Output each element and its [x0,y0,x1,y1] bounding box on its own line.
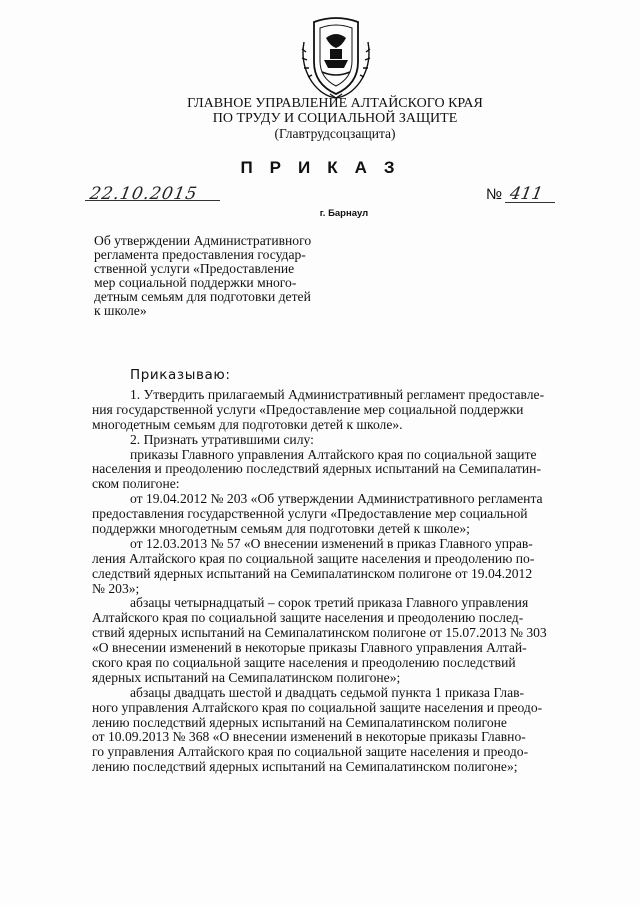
subject-line: к школе» [94,303,147,318]
subject-line: мер социальной поддержки много- [94,275,297,290]
body-line: ского края по социальной защите населения и преодолению последствий [92,655,516,671]
body-line: ния государственной услуги «Предоставление мер социальной поддержки [92,401,524,417]
body-line: многодетным семьям для подготовки детей к школе». [92,416,403,432]
body-line: № 203»; [92,580,140,596]
body-line: от 19.04.2012 № 203 «Об утверждении Административного регламента [130,491,543,507]
orders-heading: Приказываю: [130,367,231,383]
body-line: 2. Признать утратившими силу: [130,431,314,447]
body-line: от 10.09.2013 № 368 «О внесении изменений в некоторые приказы Главно- [92,729,526,745]
coat-of-arms-emblem-icon [300,12,372,100]
subject-line: Об утверждении Административного [94,233,312,248]
order-body [92,368,600,775]
subject-line: ственной услуги «Предоставление [94,261,295,276]
order-date-handwritten: 22.10.2015 [88,184,200,204]
subject-line: регламента предоставления государ- [94,247,306,262]
body-line: приказы Главного управления Алтайского края по социальной защите [130,446,537,462]
body-line: ском полигоне: [92,476,180,492]
body-line: лению последствий ядерных испытаний на Семипалатинском полигоне»; [92,759,518,775]
body-line: абзацы двадцать шестой и двадцать седьмой пункта 1 приказа Глав- [130,684,525,700]
subject-line: детным семьям для подготовки детей [94,289,311,304]
body-line: ления Алтайского края по социальной защите населения и преодолению по- [92,550,535,566]
body-line: ного управления Алтайского края по социальной защите населения и преодо- [92,699,543,715]
body-line: абзацы четырнадцатый – сорок третий приказа Главного управления [130,595,529,611]
body-line: ствий ядерных испытаний на Семипалатинском полигоне от 15.07.2013 № 303 [92,625,547,641]
org-name-line-2: ПО ТРУДУ И СОЦИАЛЬНОЙ ЗАЩИТЕ [212,111,458,126]
body-line: го управления Алтайского края по социальной защите населения и преодо- [92,744,529,760]
org-abbreviation: (Главтрудсоцзащита) [274,126,396,141]
document-title: ПРИКАЗ [240,158,412,177]
body-line: лению последствий ядерных испытаний на Семипалатинском полигоне [92,714,507,730]
order-number-handwritten: 411 [508,184,545,204]
number-label: № [486,186,503,203]
org-name-line-1: ГЛАВНОЕ УПРАВЛЕНИЕ АЛТАЙСКОГО КРАЯ [187,96,483,111]
order-subject [94,234,350,318]
body-line: следствий ядерных испытаний на Семипалатинском полигоне от 19.04.2012 [92,565,533,581]
body-line: Алтайского края по социальной защите населения и преодолению послед- [92,610,524,626]
body-line: поддержки многодетным семьям для подготовки детей к школе»; [92,521,470,537]
body-line: предоставления государственной услуги «Предоставление мер социальной [92,506,528,522]
body-line: населения и преодолению последствий ядерных испытаний на Семипалатин- [92,461,541,477]
body-line: ядерных испытаний на Семипалатинском полигоне»; [92,669,401,685]
body-line: «О внесении изменений в некоторые приказы Главного управления Алтай- [92,640,527,656]
body-line: от 12.03.2013 № 57 «О внесении изменений в приказ Главного управ- [130,535,533,551]
city-label: г. Барнаул [319,208,369,219]
body-line: 1. Утвердить прилагаемый Административный регламент предоставле- [130,387,545,402]
